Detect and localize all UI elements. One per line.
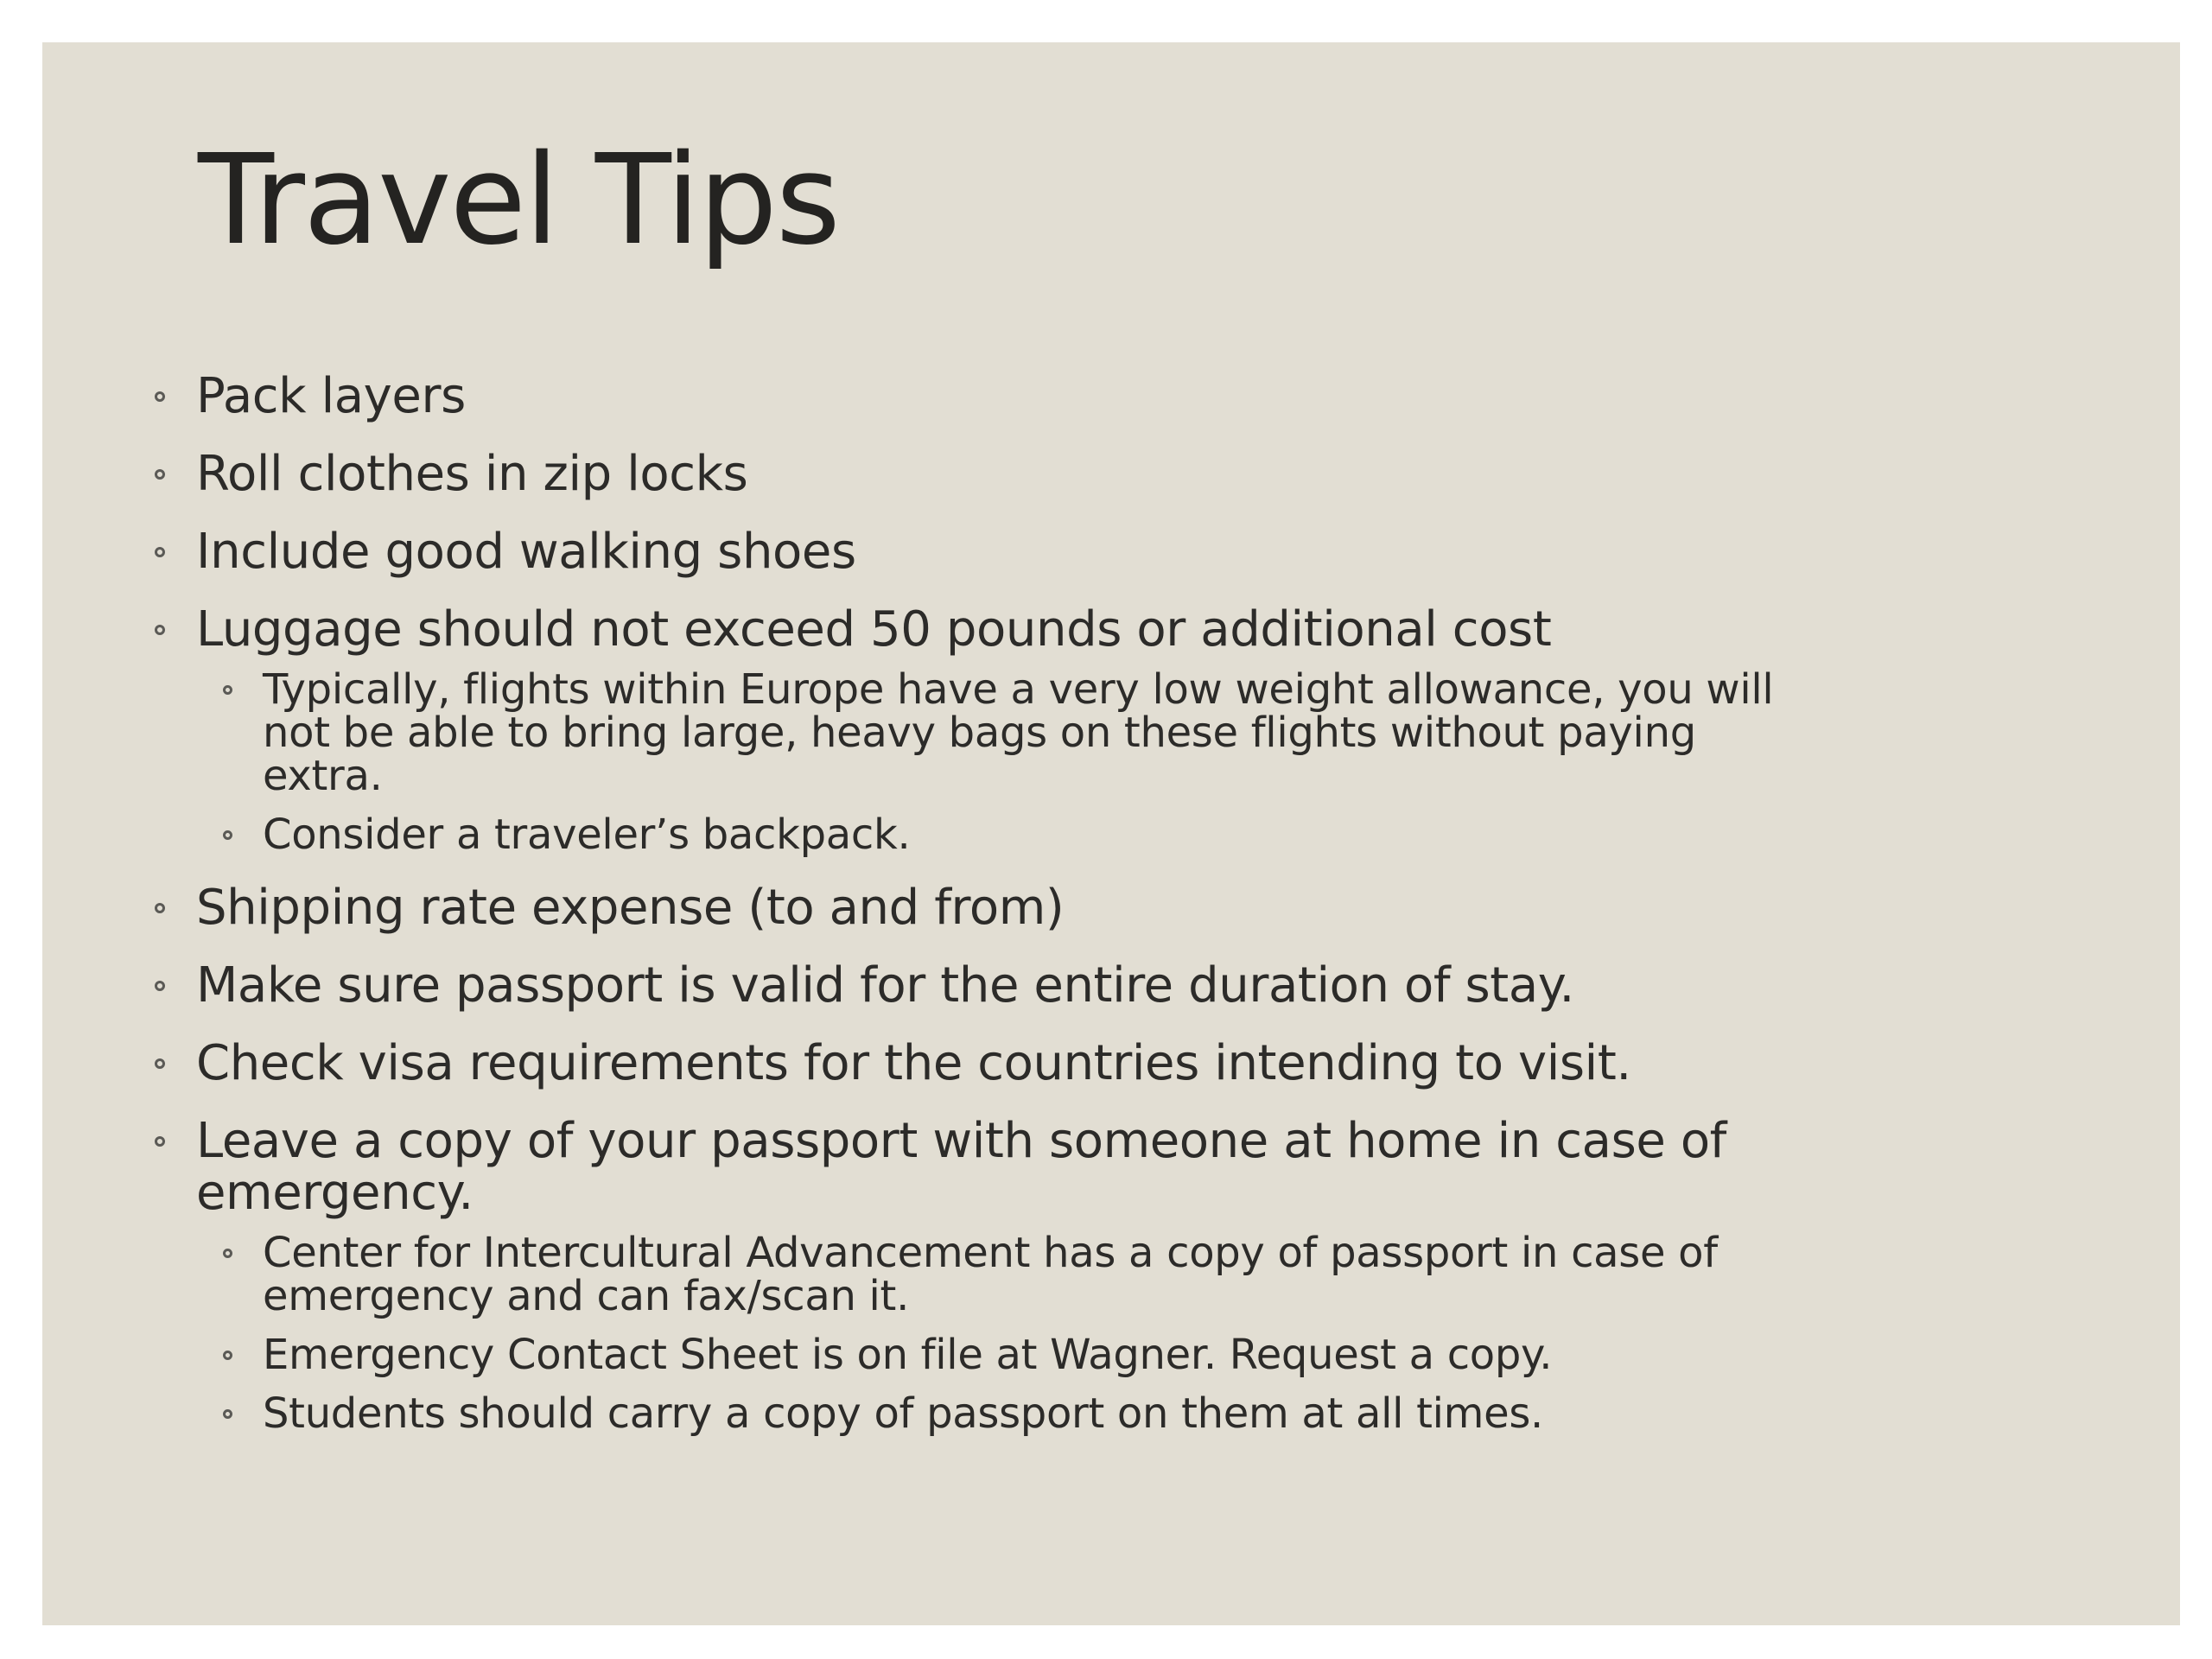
sub-bullet-item [263, 1331, 1964, 1379]
sub-bullet-item [263, 1231, 1964, 1318]
bullet-item [42, 601, 2180, 859]
bullet-item [42, 957, 2180, 1014]
sub-bullet-text: Emergency Contact Sheet is on file at Wagner. Request a copy. [263, 1331, 1553, 1379]
bullet-text: Include good walking shoes [196, 524, 856, 580]
sub-bullet-item [263, 1389, 1964, 1438]
sub-bullet-list [196, 665, 1964, 859]
sub-bullet-item [263, 665, 1964, 800]
bullet-list [42, 368, 2180, 1438]
bullet-item [42, 526, 2180, 578]
bullet-text: Luggage should not exceed 50 pounds or additional cost [196, 601, 1552, 658]
bullet-item [42, 1113, 2180, 1438]
sub-bullet-text: Center for Intercultural Advancement has a copy of passport in case of emergency and can fax/scan it. [263, 1229, 1718, 1320]
bullet-text: Leave a copy of your passport with someone at home in case of emergency. [196, 1113, 1726, 1221]
sub-bullet-text: Students should carry a copy of passport on them at all times. [263, 1389, 1544, 1438]
bullet-item [42, 882, 2180, 934]
bullet-text: Check visa requirements for the countries intending to visit. [196, 1035, 1631, 1091]
bullet-item [42, 448, 2180, 500]
bullet-text: Shipping rate expense (to and from) [196, 880, 1065, 936]
bullet-item [42, 368, 2180, 424]
slide [42, 42, 2180, 1625]
sub-bullet-list [196, 1229, 1964, 1438]
bullet-text: Roll clothes in zip locks [196, 446, 748, 502]
sub-bullet-text: Typically, flights within Europe have a very low weight allowance, you will not be able to bring large, heavy bags on these flights without paying extra. [263, 665, 1774, 800]
bullet-item [42, 1035, 2180, 1091]
slide-title: Travel Tips [198, 127, 839, 272]
bullet-text: Pack layers [196, 368, 466, 424]
bullet-text: Make sure passport is valid for the entire duration of stay. [196, 957, 1574, 1014]
sub-bullet-item [263, 810, 1964, 859]
sub-bullet-text: Consider a traveler’s backpack. [263, 810, 911, 859]
